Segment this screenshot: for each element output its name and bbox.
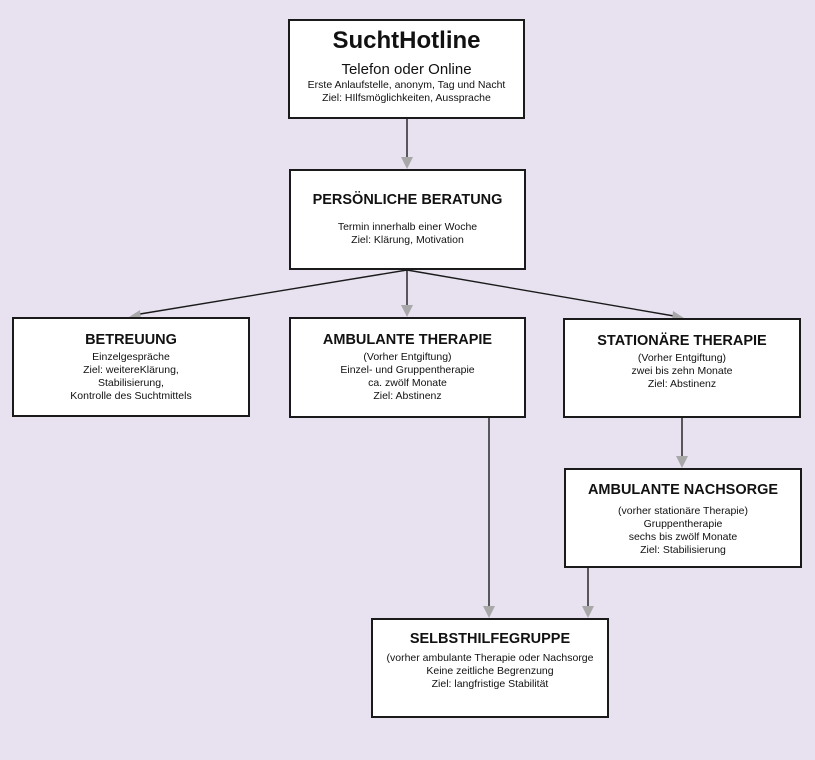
node-text-line: Ziel: langfristige Stabilität	[431, 678, 549, 690]
node-text-line: zwei bis zehn Monate	[631, 365, 733, 377]
node-ambulante-therapie	[289, 317, 526, 418]
node-title: AMBULANTE THERAPIE	[322, 332, 493, 348]
node-text-line: Kontrolle des Suchtmittels	[70, 390, 192, 402]
node-text-line: Keine zeitliche Begrenzung	[426, 665, 554, 677]
node-text-line: ca. zwölf Monate	[368, 377, 447, 389]
node-text-line: Ziel: HIlfsmöglichkeiten, Aussprache	[322, 92, 491, 104]
node-text-line: Gruppentherapie	[643, 518, 723, 530]
node-selbsthilfegruppe	[371, 618, 609, 718]
node-text-line: Ziel: Abstinenz	[647, 378, 717, 390]
node-text-line: (vorher stationäre Therapie)	[618, 505, 748, 517]
edge-nachsorge-to-selbsthilfe	[582, 568, 594, 618]
node-text-line: Einzel- und Gruppentherapie	[340, 364, 475, 376]
node-text-line: Stabilisierung,	[98, 377, 164, 389]
node-text-line: (Vorher Entgiftung)	[363, 351, 452, 363]
node-text-line: Ziel: Abstinenz	[373, 390, 442, 402]
node-title: SuchtHotline	[332, 27, 481, 54]
edge-ambulant-to-selbsthilfe	[483, 418, 495, 618]
node-ambulante-nachsorge	[564, 468, 802, 568]
node-text-line: Ziel: Klärung, Motivation	[351, 234, 464, 246]
node-text-line: Ziel: weitereKlärung,	[83, 364, 179, 376]
node-text-line: sechs bis zwölf Monate	[628, 531, 738, 543]
node-text-line: Termin innerhalb einer Woche	[337, 221, 478, 233]
node-betreuung	[12, 317, 250, 417]
node-subtitle: Telefon oder Online	[341, 61, 472, 78]
node-text-line: (vorher ambulante Therapie oder Nachsorge	[386, 652, 594, 664]
edge-beratung-to-stationaer	[407, 270, 684, 321]
node-text-line: Einzelgespräche	[92, 351, 170, 363]
node-title: BETREUUNG	[85, 332, 177, 348]
node-text-line: Erste Anlaufstelle, anonym, Tag und Nacht	[307, 79, 506, 91]
edge-stationaer-to-nachsorge	[676, 418, 688, 468]
node-title: SELBSTHILFEGRUPPE	[409, 631, 571, 647]
edge-beratung-to-ambulant	[401, 270, 413, 317]
node-suchthotline	[288, 19, 525, 119]
node-title: AMBULANTE NACHSORGE	[587, 482, 779, 498]
node-stationaere-therapie	[563, 318, 801, 418]
node-title: STATIONÄRE THERAPIE	[597, 333, 767, 349]
edge-hotline-to-beratung	[401, 119, 413, 169]
edge-beratung-to-betreuung	[129, 270, 407, 320]
node-persoenliche-beratung	[289, 169, 526, 270]
node-text-line: Ziel: Stabilisierung	[640, 544, 726, 556]
node-text-line: (Vorher Entgiftung)	[637, 352, 727, 364]
node-title: PERSÖNLICHE BERATUNG	[312, 192, 503, 208]
